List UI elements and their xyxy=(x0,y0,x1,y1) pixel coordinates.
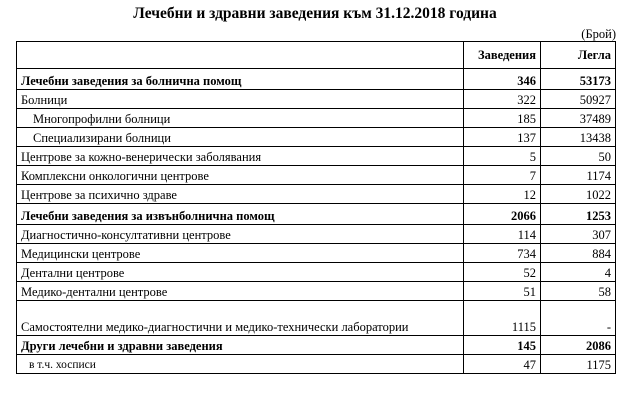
row-label: Болници xyxy=(17,90,464,109)
row-label: Дентални центрове xyxy=(17,263,464,282)
row-beds: 1022 xyxy=(541,185,616,204)
row-facilities: 346 xyxy=(464,69,541,90)
table-row xyxy=(17,263,616,282)
row-label: Специализирани болници xyxy=(17,128,464,147)
row-facilities: 1115 xyxy=(464,301,541,336)
table-row xyxy=(17,204,616,225)
row-label: Други лечебни и здравни заведения xyxy=(17,336,464,355)
facilities-table xyxy=(16,41,616,374)
row-beds: - xyxy=(541,301,616,336)
row-beds: 58 xyxy=(541,282,616,301)
row-label: в т.ч. хосписи xyxy=(17,355,464,374)
row-beds: 307 xyxy=(541,225,616,244)
table-row xyxy=(17,69,616,90)
table-row xyxy=(17,336,616,355)
table-header-row xyxy=(17,42,616,69)
header-facilities: Заведения xyxy=(464,42,541,69)
row-facilities: 734 xyxy=(464,244,541,263)
row-facilities: 145 xyxy=(464,336,541,355)
header-beds: Легла xyxy=(541,42,616,69)
table-row xyxy=(17,109,616,128)
table-row xyxy=(17,282,616,301)
table-row xyxy=(17,225,616,244)
row-facilities: 322 xyxy=(464,90,541,109)
row-beds: 1175 xyxy=(541,355,616,374)
row-beds: 884 xyxy=(541,244,616,263)
row-facilities: 2066 xyxy=(464,204,541,225)
row-beds: 53173 xyxy=(541,69,616,90)
table-row xyxy=(17,128,616,147)
row-label: Комплексни онкологични центрове xyxy=(17,166,464,185)
row-beds: 4 xyxy=(541,263,616,282)
row-beds: 2086 xyxy=(541,336,616,355)
row-facilities: 51 xyxy=(464,282,541,301)
row-beds: 1253 xyxy=(541,204,616,225)
table-row xyxy=(17,90,616,109)
row-facilities: 12 xyxy=(464,185,541,204)
row-facilities: 7 xyxy=(464,166,541,185)
row-facilities: 5 xyxy=(464,147,541,166)
table-row xyxy=(17,244,616,263)
row-facilities: 52 xyxy=(464,263,541,282)
row-beds: 1174 xyxy=(541,166,616,185)
row-label: Медицински центрове xyxy=(17,244,464,263)
table-row xyxy=(17,185,616,204)
row-beds: 50927 xyxy=(541,90,616,109)
table-row xyxy=(17,355,616,374)
row-label: Центрове за кожно-венерически заболявания xyxy=(17,147,464,166)
row-facilities: 47 xyxy=(464,355,541,374)
table-row xyxy=(17,166,616,185)
row-label: Центрове за психично здраве xyxy=(17,185,464,204)
header-label xyxy=(17,42,464,69)
row-label: Лечебни заведения за извънболнична помощ xyxy=(17,204,464,225)
row-beds: 37489 xyxy=(541,109,616,128)
row-beds: 50 xyxy=(541,147,616,166)
row-beds: 13438 xyxy=(541,128,616,147)
row-label: Многопрофилни болници xyxy=(17,109,464,128)
row-label: Диагностично-консултативни центрове xyxy=(17,225,464,244)
table-row xyxy=(17,147,616,166)
table-row xyxy=(17,301,616,336)
row-label: Самостоятелни медико-диагностични и медико-технически лаборатории xyxy=(17,301,464,336)
page-title: Лечебни и здравни заведения към 31.12.2018 година xyxy=(133,5,497,22)
row-label: Медико-дентални центрове xyxy=(17,282,464,301)
row-label: Лечебни заведения за болнична помощ xyxy=(17,69,464,90)
row-facilities: 185 xyxy=(464,109,541,128)
row-facilities: 137 xyxy=(464,128,541,147)
unit-note: (Брой) xyxy=(581,27,616,41)
row-facilities: 114 xyxy=(464,225,541,244)
